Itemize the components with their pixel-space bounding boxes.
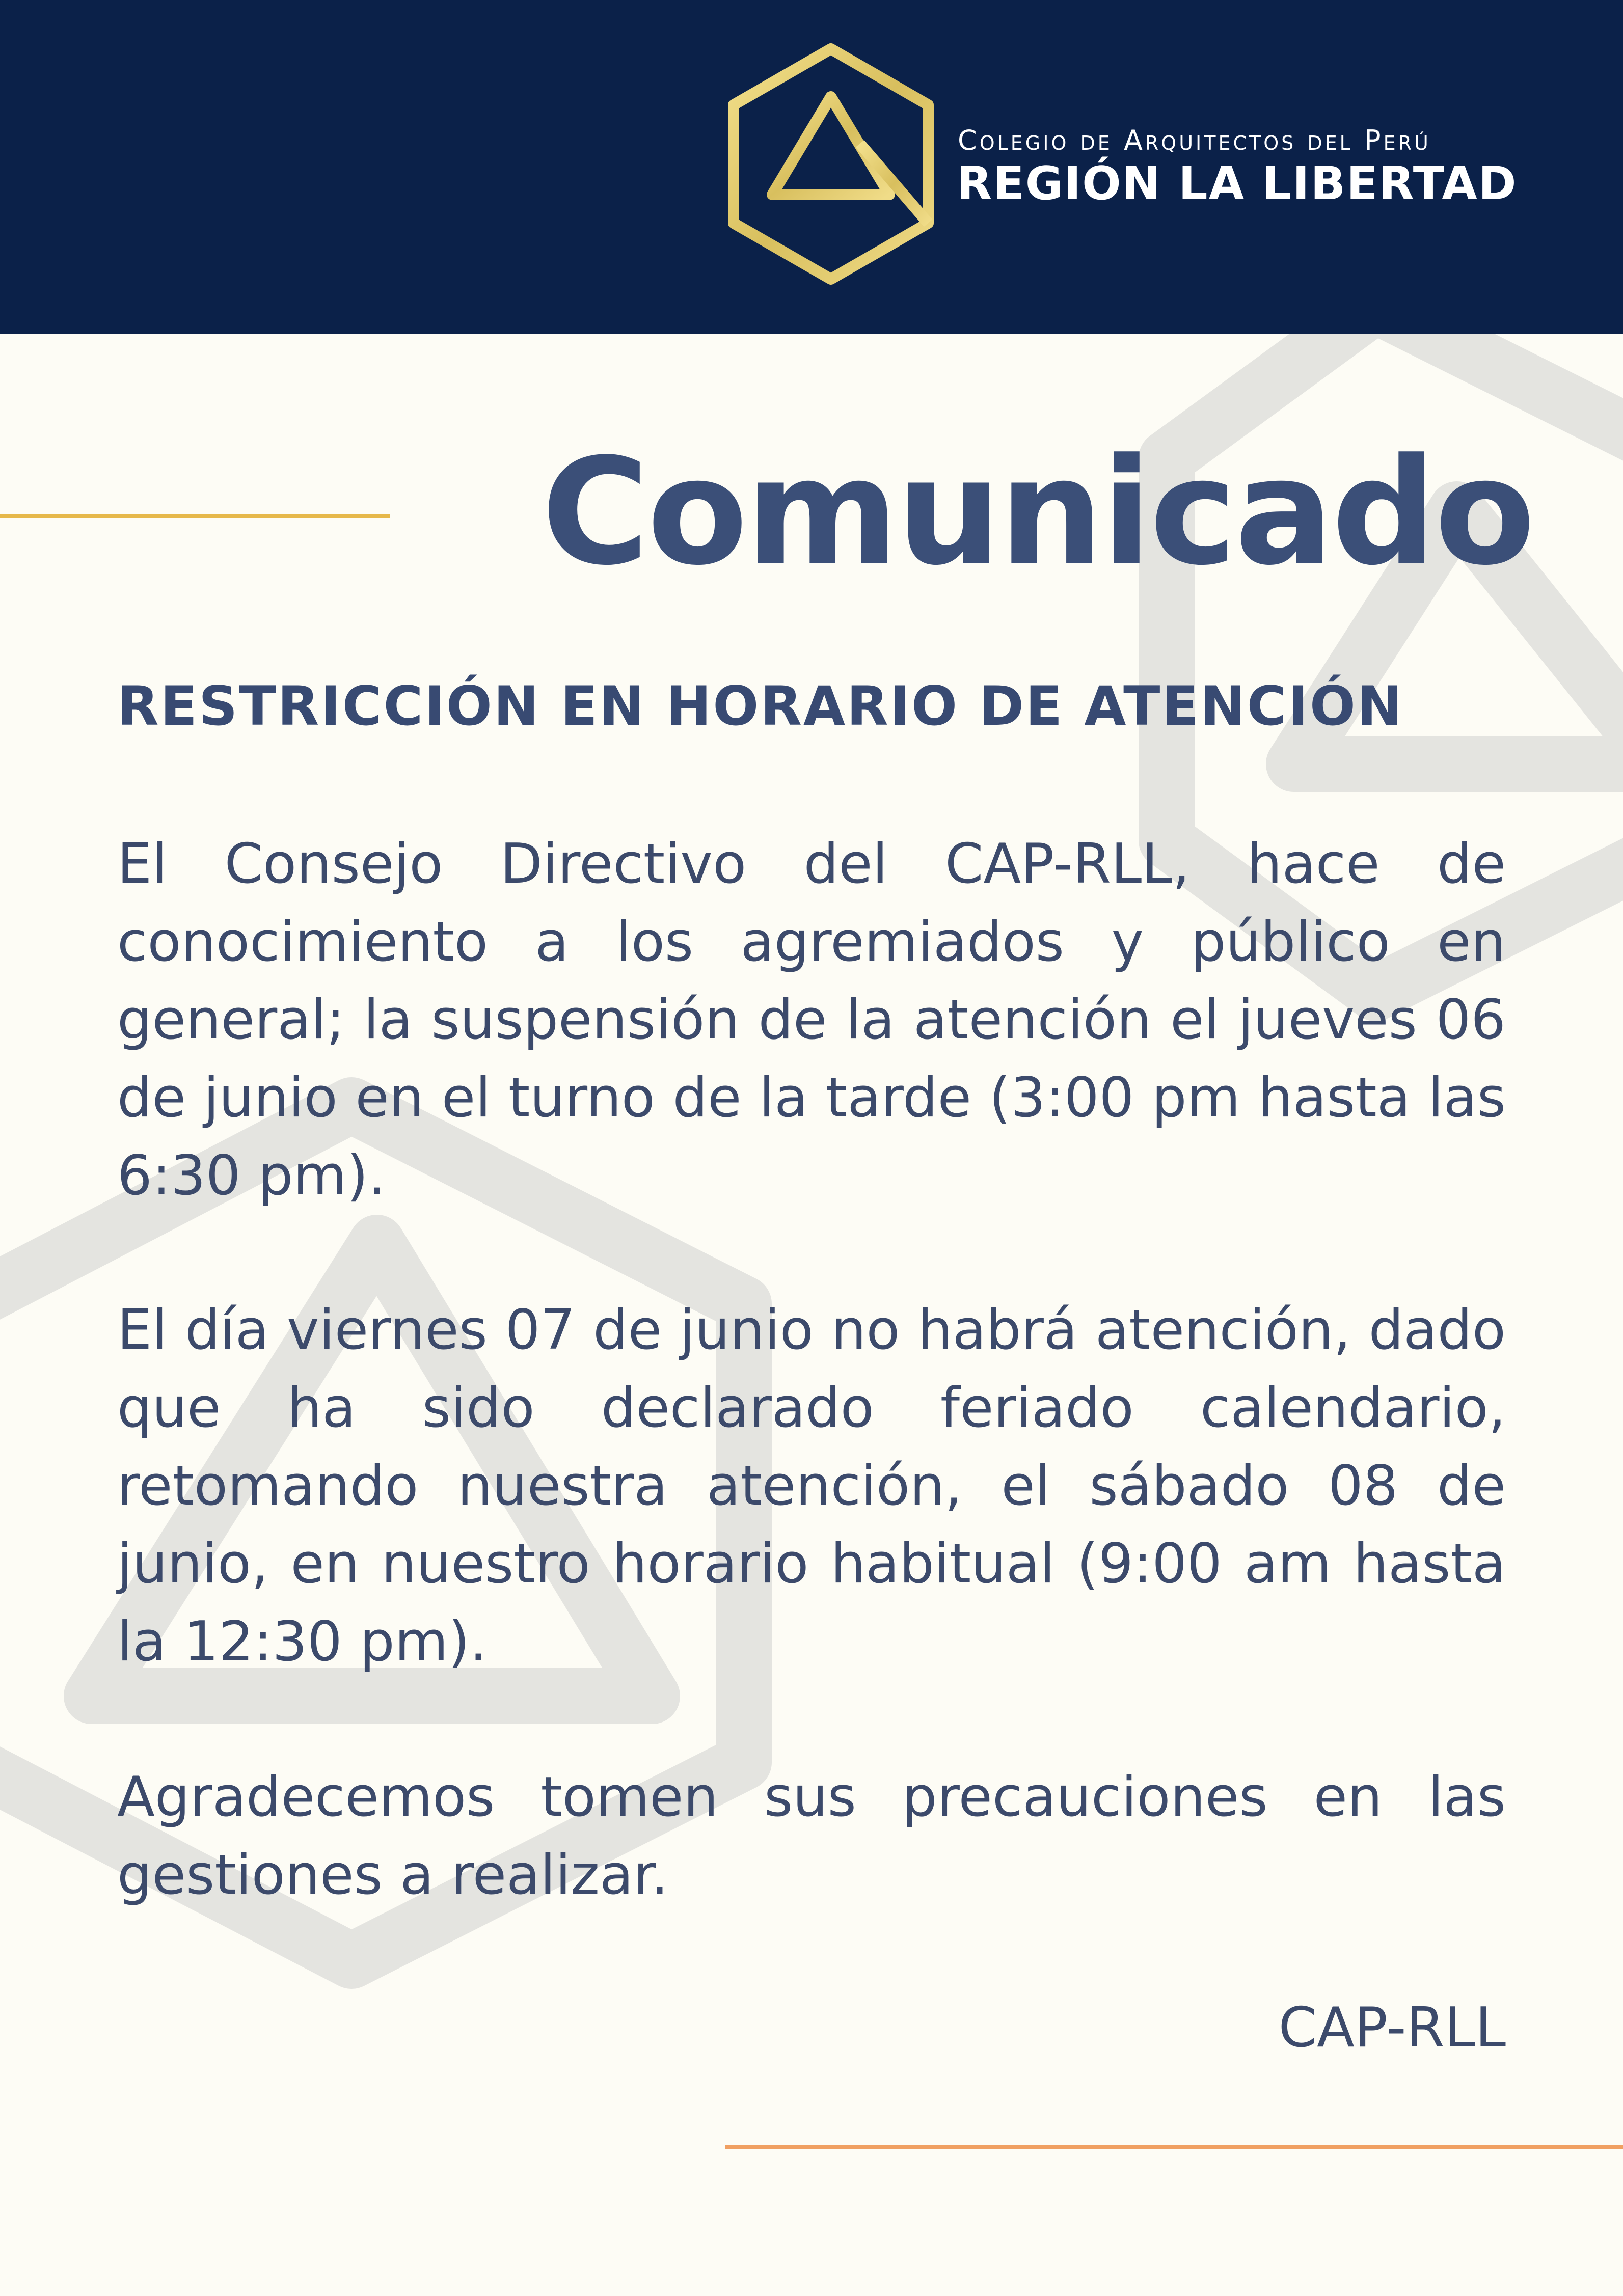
organization-name: Colegio de Arquitectos del Perú	[958, 124, 1431, 156]
organization-region: REGIÓN LA LIBERTAD	[957, 157, 1518, 210]
hexagon-triangle-logo-icon	[722, 42, 939, 286]
notice-subtitle: RESTRICCIÓN EN HORARIO DE ATENCIÓN	[117, 675, 1404, 737]
page-title: Comunicado	[541, 427, 1533, 597]
signature: CAP-RLL	[1278, 1996, 1506, 2060]
notice-paragraph: Agradecemos tomen sus precauciones en las gestiones a realizar.	[117, 1765, 1506, 1907]
title-accent-rule	[0, 514, 390, 518]
notice-paragraph: El Consejo Directivo del CAP-RLL, hace de conocimiento a los agremiados y público en general; la suspensión de la atención el jueves 06 de junio en el turno de la tarde (3:00 pm hasta las 6:30 pm).	[117, 832, 1506, 1208]
bottom-accent-rule	[725, 2145, 1623, 2149]
header-band	[0, 0, 1623, 334]
notice-paragraph: El día viernes 07 de junio no habrá atención, dado que ha sido declarado feriado calendario, retomando nuestra atención, el sábado 08 de junio, en nuestro horario habitual (9:00 am hasta la 12:30 pm).	[117, 1298, 1506, 1674]
